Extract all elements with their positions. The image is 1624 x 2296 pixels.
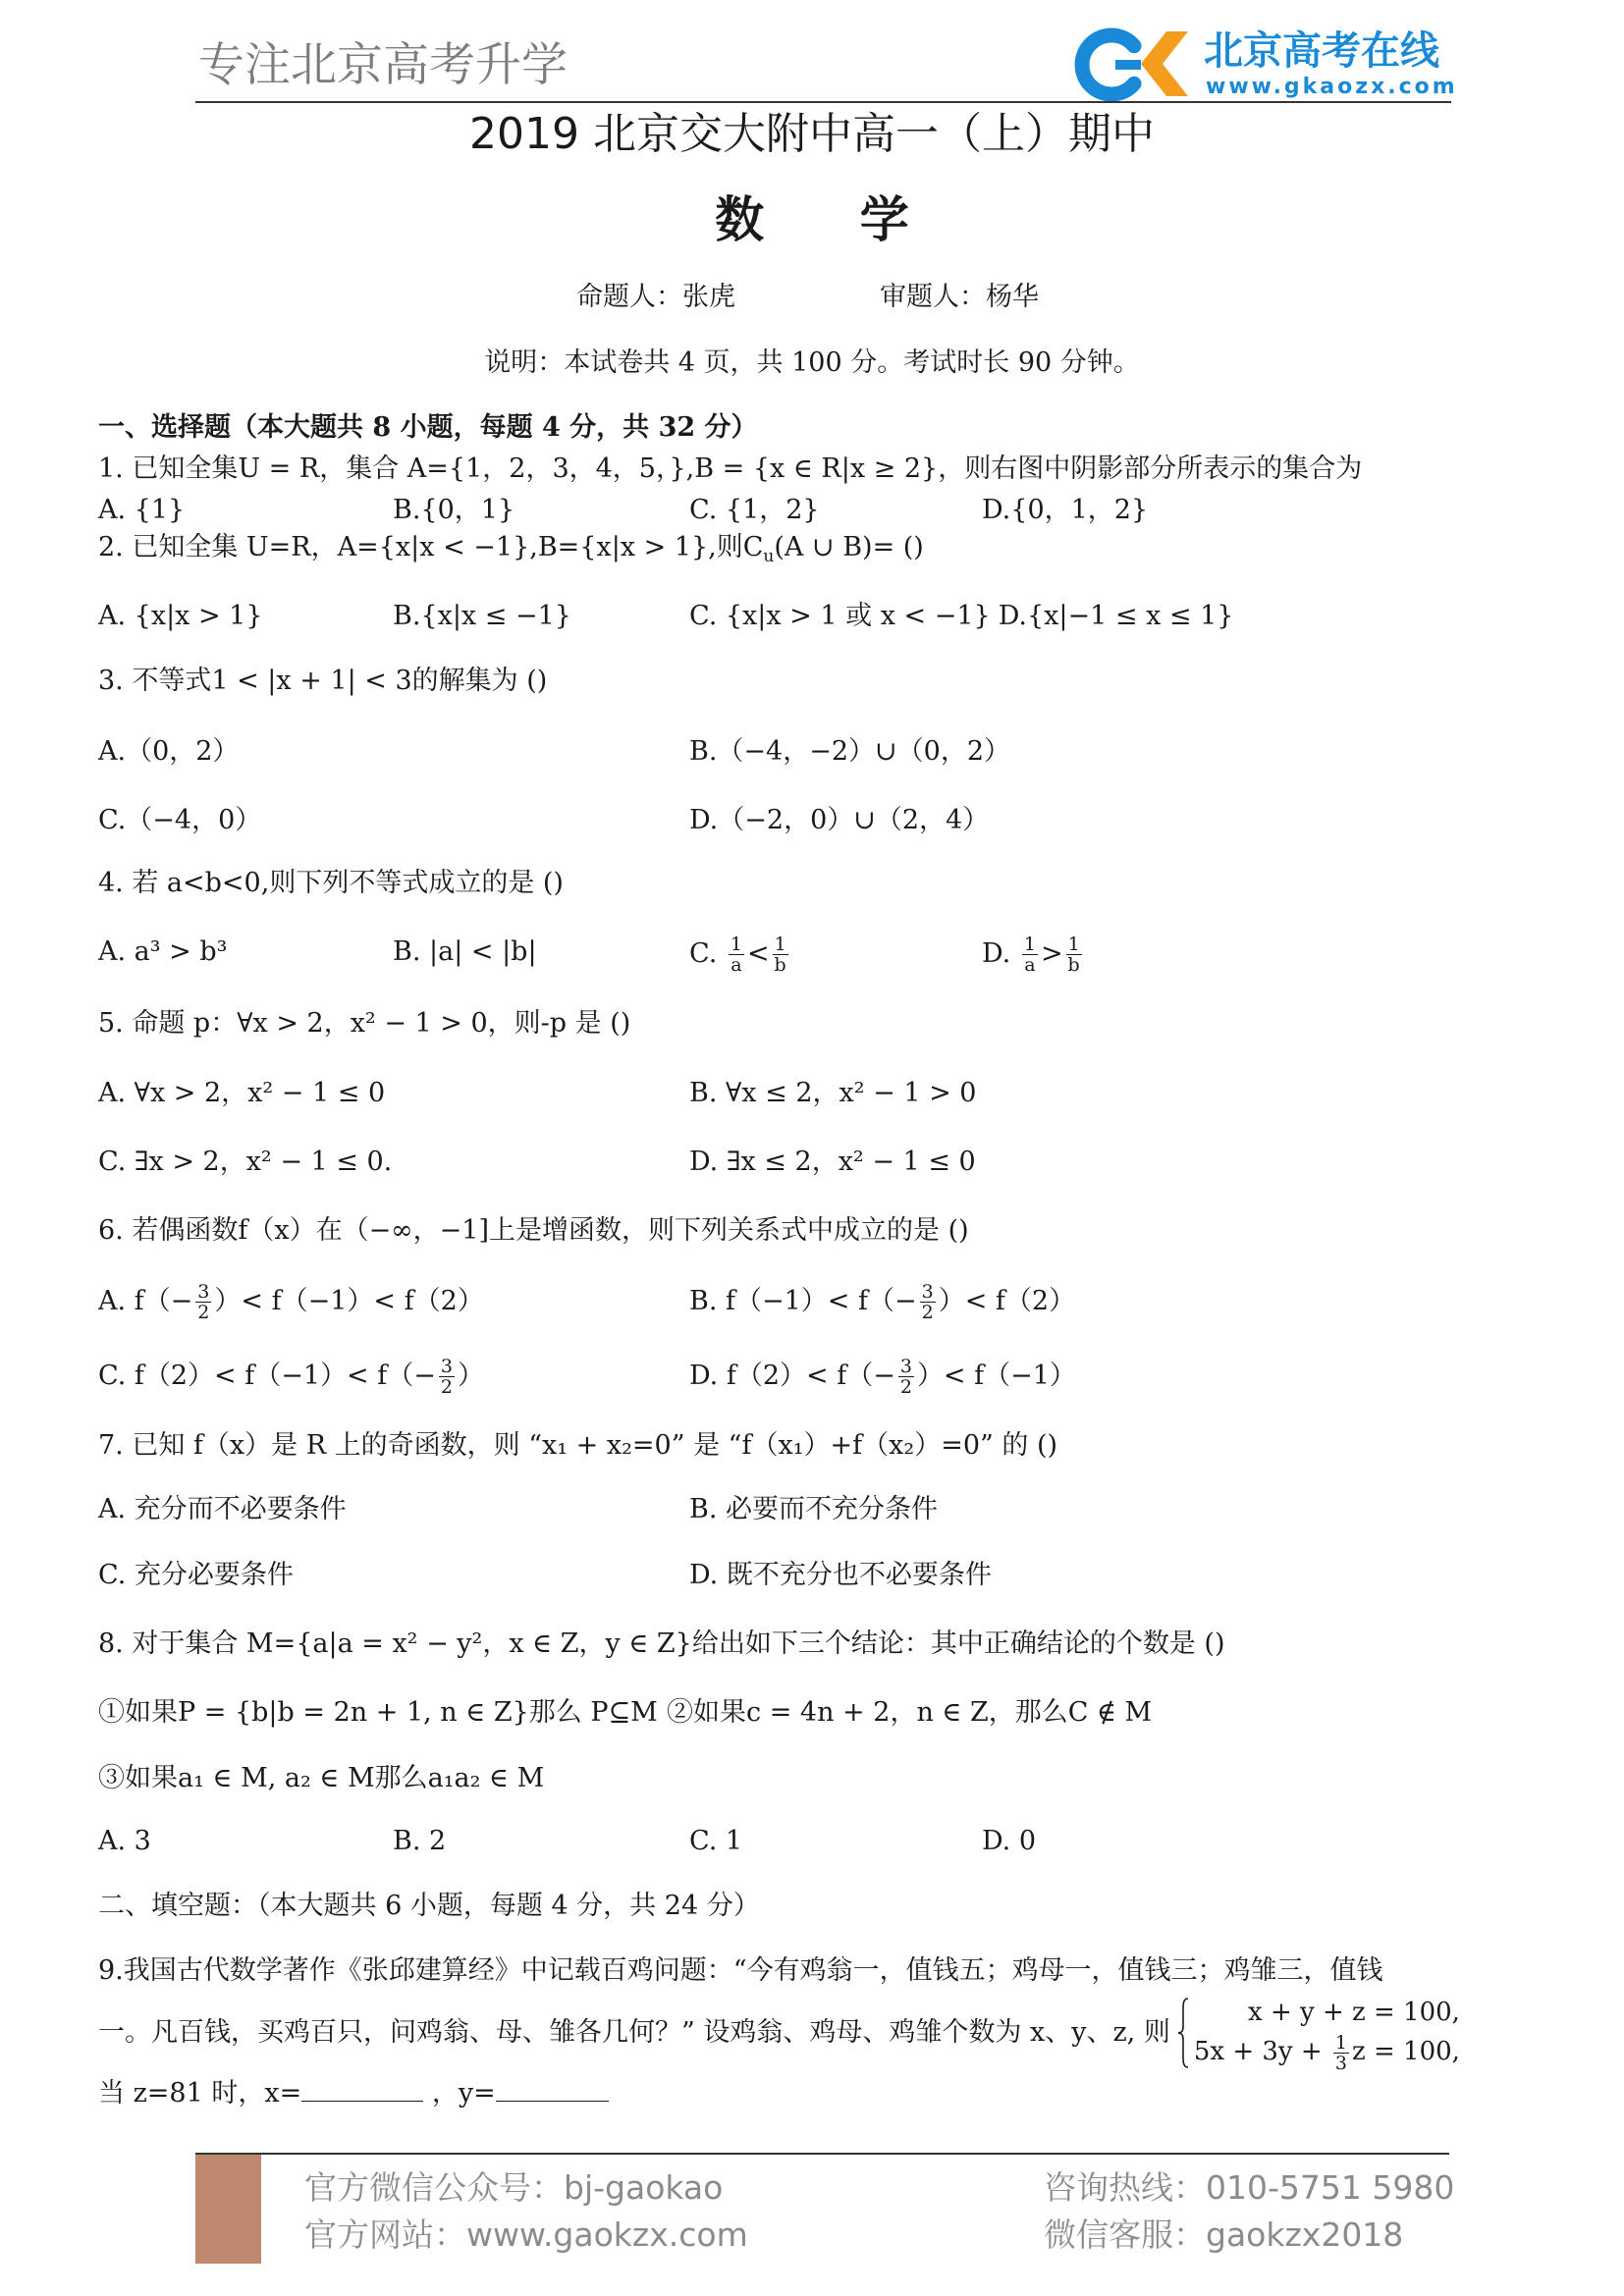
equation-2	[1194, 2032, 1460, 2073]
q6-option-c	[98, 1357, 484, 1397]
option-label: D.	[982, 938, 1011, 969]
fraction-denominator: 2	[197, 1302, 210, 1323]
q8-statement-2: ②如果c = 4n + 2，n ∈ Z，那么C ∉ M	[667, 1697, 1153, 1728]
q4-option-d	[982, 934, 1085, 975]
q5-option-b: B. ∀x ≤ 2，x² − 1 > 0	[689, 1078, 977, 1108]
q3-option-d: D.（−2，0）∪（2，4）	[689, 805, 990, 835]
q5-stem: 5. 命题 p：∀x > 2，x² − 1 > 0，则-p 是 ()	[98, 1008, 631, 1039]
fraction-denominator: a	[1024, 954, 1036, 976]
option-text: B. f（−1）< f（−	[689, 1286, 917, 1316]
left-brace-icon	[1176, 1997, 1190, 2069]
q8-option-b: B. 2	[393, 1826, 447, 1856]
q2-option-b: B.{x|x ≤ −1}	[393, 601, 571, 631]
option-text: ）< f（−1）	[916, 1361, 1076, 1391]
fraction-denominator: 3	[1334, 2052, 1348, 2074]
header-slogan: 专注北京高考升学	[198, 38, 568, 92]
fraction	[920, 1282, 936, 1322]
q1-option-b: B.{0，1}	[393, 495, 515, 525]
question-reviewer: 审题人：杨华	[880, 282, 1039, 312]
fraction	[1022, 934, 1038, 975]
exam-subject: 数 学	[715, 191, 909, 248]
equation-2-start: 5x + 3y +	[1193, 2037, 1330, 2067]
option-text: ）	[457, 1361, 484, 1391]
q2-option-a: A. {x|x > 1}	[98, 601, 263, 631]
footer-hotline: 咨询热线：010-5751 5980	[1044, 2168, 1455, 2207]
fraction-denominator: 2	[921, 1302, 934, 1323]
answer-blank-x	[301, 2075, 423, 2102]
comparison-operator: >	[1040, 938, 1063, 969]
gkaozx-logo-icon	[1070, 26, 1196, 102]
q2-stem	[98, 530, 924, 565]
equation-2-end: z = 100,	[1352, 2037, 1460, 2067]
q8-statement-3: ③如果a₁ ∈ M, a₂ ∈ M那么a₁a₂ ∈ M	[98, 1763, 545, 1793]
fraction	[729, 934, 744, 975]
q5-option-d: D. ∃x ≤ 2，x² − 1 ≤ 0	[689, 1147, 976, 1177]
option-text: ）< f（2）	[938, 1286, 1076, 1316]
q3-option-c: C.（−4，0）	[98, 805, 262, 835]
q4-option-c	[689, 934, 791, 975]
comparison-operator: <	[746, 938, 770, 969]
fraction-denominator: 2	[899, 1376, 912, 1398]
q9-line-1: 9.我国古代数学著作《张邱建算经》中记载百鸡问题：“今有鸡翁一，值钱五；鸡母一，值钱三；鸡雏三，值钱	[98, 1955, 1383, 1986]
fraction	[1066, 934, 1082, 975]
fraction-numerator: 3	[899, 1356, 912, 1377]
fraction-numerator: 3	[440, 1356, 453, 1377]
q2-option-c: C. {x|x > 1 或 x < −1}	[689, 601, 991, 631]
fraction-denominator: a	[731, 954, 742, 976]
header-rule	[195, 101, 1451, 103]
footer-website: 官方网站：www.gaokzx.com	[304, 2216, 748, 2254]
q6-option-a	[98, 1282, 484, 1322]
q2-option-cd	[689, 599, 1233, 634]
fraction-numerator: 1	[1334, 2031, 1348, 2054]
fraction-denominator: b	[774, 954, 786, 976]
q1-option-d: D.{0，1，2}	[982, 495, 1149, 525]
q1-option-a: A. {1}	[98, 495, 186, 525]
fraction-denominator: 2	[440, 1376, 453, 1398]
q9-line-2-text: 一。凡百钱，买鸡百只，问鸡翁、母、雏各几何？” 设鸡翁、鸡母、鸡雏个数为 x、y、z, 则	[98, 2017, 1170, 2048]
q2-stem-text-end: (A ∪ B)= ()	[774, 532, 924, 562]
logo-name: 北京高考在线	[1204, 28, 1439, 74]
fraction-numerator: 1	[1067, 934, 1080, 955]
fraction-numerator: 1	[730, 934, 742, 955]
q9-line-3	[98, 2075, 609, 2110]
fraction-numerator: 3	[921, 1281, 934, 1303]
q9-y-prompt: ，y=	[423, 2078, 496, 2109]
exam-title: 2019 北京交大附中高一（上）期中	[469, 109, 1155, 159]
fraction	[773, 934, 788, 975]
question-setter: 命题人：张虎	[576, 282, 735, 312]
q4-option-b: B. |a| < |b|	[393, 936, 537, 967]
q8-statement-1: ①如果P = {b|b = 2n + 1, n ∈ Z}那么 P⊆M	[98, 1697, 658, 1728]
fraction	[195, 1282, 211, 1322]
option-label: C.	[689, 938, 718, 969]
logo-url: www.gkaozx.com	[1206, 75, 1458, 99]
q3-option-b: B.（−4，−2）∪（0，2）	[689, 736, 1011, 767]
footer-service: 微信客服：gaokzx2018	[1044, 2216, 1404, 2254]
equation-system	[1176, 1993, 1460, 2073]
q9-x-prompt: 当 z=81 时，x=	[98, 2078, 302, 2109]
fraction-denominator: b	[1067, 954, 1080, 976]
q5-option-c: C. ∃x > 2，x² − 1 ≤ 0.	[98, 1147, 393, 1177]
fraction	[439, 1357, 455, 1397]
equation-1: x + y + z = 100,	[1248, 1998, 1460, 2028]
option-text: D. f（2）< f（−	[689, 1361, 895, 1391]
q7-option-d: D. 既不充分也不必要条件	[689, 1560, 992, 1590]
q6-stem: 6. 若偶函数f（x）在（−∞，−1]上是增函数，则下列关系式中成立的是 ()	[98, 1215, 969, 1246]
q7-option-a: A. 充分而不必要条件	[98, 1494, 347, 1524]
section-heading-fill: 二、填空题：（本大题共 6 小题，每题 4 分，共 24 分）	[98, 1891, 760, 1921]
q8-option-c: C. 1	[689, 1826, 743, 1856]
q1-stem: 1. 已知全集U = R，集合 A={1，2，3，4，5，},B = {x ∈ R|x ≥ 2}，则右图中阴影部分所表示的集合为	[98, 454, 1363, 484]
q8-option-d: D. 0	[982, 1826, 1037, 1856]
footer-rule	[195, 2153, 1449, 2155]
footer-wechat: 官方微信公众号：bj-gaokao	[304, 2168, 724, 2207]
exam-note: 说明：本试卷共 4 页，共 100 分。考试时长 90 分钟。	[484, 347, 1140, 378]
q7-option-b: B. 必要而不充分条件	[689, 1494, 939, 1524]
option-text: ）< f（−1）< f（2）	[214, 1286, 484, 1316]
q6-option-b	[689, 1282, 1075, 1322]
answer-blank-y	[496, 2075, 609, 2102]
q8-option-a: A. 3	[98, 1826, 151, 1856]
q7-stem: 7. 已知 f（x）是 R 上的奇函数，则 “x₁ + x₂=0” 是 “f（x₁）+f（x₂）=0” 的 ()	[98, 1430, 1058, 1461]
q9-line-2	[98, 1998, 1460, 2074]
q2-stem-text: 2. 已知全集 U=R，A={x|x < −1},B={x|x > 1},则C	[98, 532, 764, 562]
fraction-numerator: 1	[774, 934, 786, 955]
q4-option-a: A. a³ > b³	[98, 936, 228, 967]
option-text: C. f（2）< f（−1）< f（−	[98, 1361, 436, 1391]
fraction	[1333, 2033, 1349, 2073]
q1-option-c: C. {1，2}	[689, 495, 820, 525]
section-heading-choice: 一、选择题（本大题共 8 小题，每题 4 分，共 32 分）	[98, 412, 758, 443]
q7-option-c: C. 充分必要条件	[98, 1560, 294, 1590]
fraction-numerator: 1	[1023, 934, 1036, 955]
q2-option-d: D.{x|−1 ≤ x ≤ 1}	[998, 601, 1234, 631]
q8-stem: 8. 对于集合 M={a|a = x² − y²，x ∈ Z，y ∈ Z}给出如下三个结论：其中正确结论的个数是 ()	[98, 1629, 1225, 1659]
option-text: A. f（−	[98, 1286, 193, 1316]
equation-lines	[1194, 1993, 1460, 2073]
q5-option-a: A. ∀x > 2，x² − 1 ≤ 0	[98, 1078, 386, 1108]
q2-complement-subscript: u	[763, 547, 775, 566]
q3-option-a: A.（0，2）	[98, 736, 240, 767]
fraction	[898, 1357, 914, 1397]
fraction-numerator: 3	[197, 1281, 210, 1303]
q6-option-d	[689, 1357, 1076, 1397]
q3-stem: 3. 不等式1 < |x + 1| < 3的解集为 ()	[98, 666, 548, 696]
q4-stem: 4. 若 a<b<0,则下列不等式成立的是 ()	[98, 868, 564, 898]
footer-color-block	[195, 2155, 261, 2264]
